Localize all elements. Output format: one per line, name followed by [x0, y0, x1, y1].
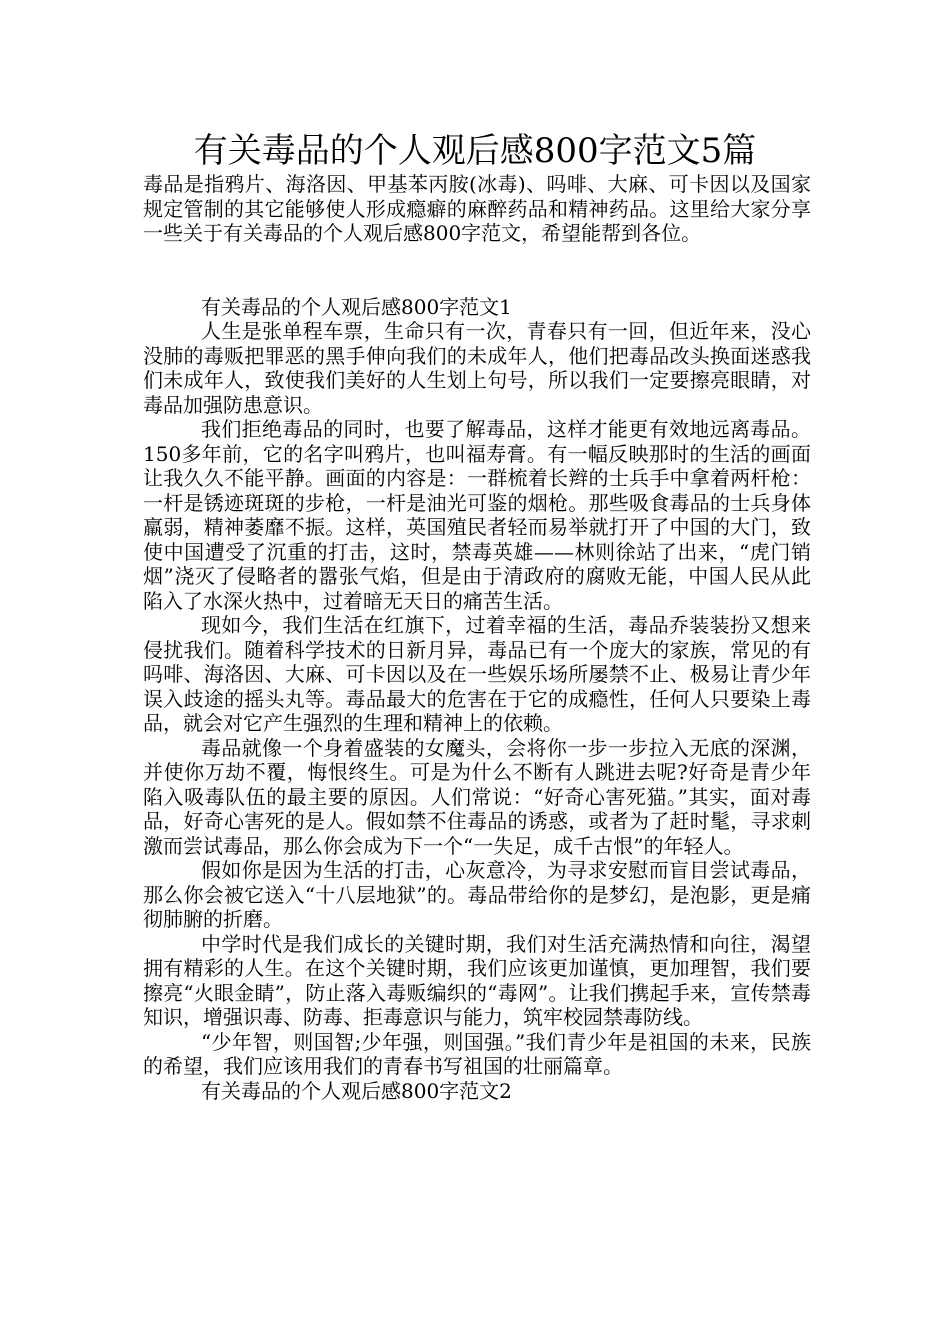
paragraph: “少年智，则国智;少年强，则国强。”我们青少年是祖国的未来，民族的希望，我们应该用我们的青春书写祖国的壮丽篇章。: [143, 1029, 811, 1078]
paragraph: 假如你是因为生活的打击，心灰意冷，为寻求安慰而盲目尝试毒品，那么你会被它送入“十八层地狱”的。毒品带给你的是梦幻，是泡影，更是痛彻肺腑的折磨。: [143, 858, 811, 931]
paragraph: 我们拒绝毒品的同时，也要了解毒品，这样才能更有效地远离毒品。150多年前，它的名字叫鸦片，也叫福寿膏。有一幅反映那时的生活的画面让我久久不能平静。画面的内容是：一群梳着长辫的士兵手中拿着两杆枪：一杆是锈迹斑斑的步枪，一杆是油光可鉴的烟枪。那些吸食毒品的士兵身体羸弱，精神萎靡不振。这样，英国殖民者轻而易举就打开了中国的大门，致使中国遭受了沉重的打击，这时，禁毒英雄——林则徐站了出来，“虎门销烟”浇灭了侵略者的嚣张气焰，但是由于清政府的腐败无能，中国人民从此陷入了水深火热中，过着暗无天日的痛苦生活。: [143, 417, 811, 613]
blank-line: [143, 246, 811, 295]
section-heading-2: 有关毒品的个人观后感800字范文2: [201, 1078, 512, 1103]
document-title: 有关毒品的个人观后感800字范文5篇: [193, 131, 757, 171]
section-heading-1: 有关毒品的个人观后感800字范文1: [201, 294, 512, 319]
paragraph: 人生是张单程车票，生命只有一次，青春只有一回，但近年来，没心没肺的毒贩把罪恶的黑手伸向我们的未成年人，他们把毒品改头换面迷惑我们未成年人，致使我们美好的人生划上句号，所以我们一定要擦亮眼睛，对毒品加强防患意识。: [143, 319, 811, 417]
document-body: [143, 172, 811, 1103]
paragraph: 毒品就像一个身着盛装的女魔头，会将你一步一步拉入无底的深渊，并使你万劫不覆，悔恨终生。可是为什么不断有人跳进去呢?好奇是青少年陷入吸毒队伍的最主要的原因。人们常说：“好奇心害死猫。”其实，面对毒品，好奇心害死的是人。假如禁不住毒品的诱惑，或者为了赶时髦，寻求刺激而尝试毒品，那么你会成为下一个“一失足，成千古恨”的年轻人。: [143, 735, 811, 858]
intro-paragraph: 毒品是指鸦片、海洛因、甲基苯丙胺(冰毒)、吗啡、大麻、可卡因以及国家规定管制的其它能够使人形成瘾癖的麻醉药品和精神药品。这里给大家分享一些关于有关毒品的个人观后感800字范文，希望能帮到各位。: [143, 172, 811, 245]
paragraph: 中学时代是我们成长的关键时期，我们对生活充满热情和向往，渴望拥有精彩的人生。在这个关键时期，我们应该更加谨慎，更加理智，我们要擦亮“火眼金睛”，防止落入毒贩编织的“毒网”。让我们携起手来，宣传禁毒知识，增强识毒、防毒、拒毒意识与能力，筑牢校园禁毒防线。: [143, 931, 811, 1029]
paragraph: 现如今，我们生活在红旗下，过着幸福的生活，毒品乔装装扮又想来侵扰我们。随着科学技术的日新月异，毒品已有一个庞大的家族，常见的有吗啡、海洛因、大麻、可卡因以及在一些娱乐场所屡禁不止、极易让青少年误入歧途的摇头丸等。毒品最大的危害在于它的成瘾性，任何人只要染上毒品，就会对它产生强烈的生理和精神上的依赖。: [143, 613, 811, 735]
